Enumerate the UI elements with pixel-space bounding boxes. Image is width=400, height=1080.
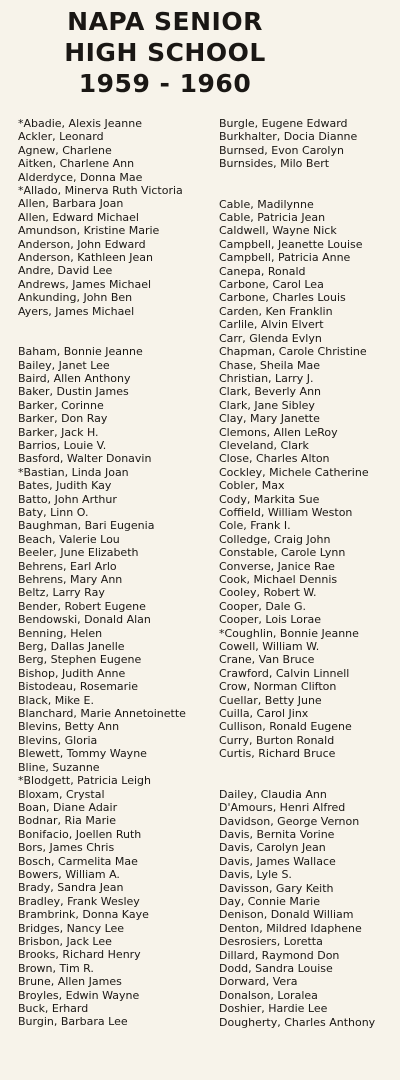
student-name: Donalson, Loralea (219, 988, 318, 1002)
student-name: Cuellar, Betty June (219, 693, 322, 707)
student-name: Cooley, Robert W. (219, 586, 317, 600)
student-name: Carlile, Alvin Elvert (219, 318, 324, 332)
student-name: Bendowski, Donald Alan (18, 613, 151, 627)
student-name: Dodd, Sandra Louise (219, 961, 333, 975)
student-name: Beltz, Larry Ray (18, 586, 105, 600)
student-name: *Coughlin, Bonnie Jeanne (219, 626, 359, 640)
student-name: Burgin, Barbara Lee (18, 1015, 128, 1029)
student-name: Blanchard, Marie Annetoinette (18, 707, 186, 721)
student-name: Carbone, Charles Louis (219, 291, 346, 305)
student-name: Davidson, George Vernon (219, 814, 360, 828)
student-name: Desrosiers, Loretta (219, 935, 323, 949)
student-name: Broyles, Edwin Wayne (18, 988, 140, 1002)
student-name: Cole, Frank I. (219, 519, 291, 533)
student-name: Bloxam, Crystal (18, 787, 105, 801)
student-name: Basford, Walter Donavin (18, 452, 152, 466)
student-name: Dougherty, Charles Anthony (219, 1015, 376, 1029)
student-name: Burnsed, Evon Carolyn (219, 143, 344, 157)
student-name: Agnew, Charlene (18, 143, 112, 157)
student-name: Crane, Van Bruce (219, 653, 315, 667)
student-name: Brisbon, Jack Lee (18, 934, 112, 948)
student-name: Bridges, Nancy Lee (18, 921, 125, 935)
student-name: Denton, Mildred Idaphene (219, 921, 362, 935)
section-gap (219, 761, 397, 788)
student-name: Davisson, Gary Keith (219, 881, 334, 895)
student-name: Denison, Donald William (219, 908, 354, 922)
student-name: Barrios, Louie V. (18, 438, 107, 452)
student-name: Brooks, Richard Henry (18, 948, 141, 962)
student-name: Crawford, Calvin Linnell (219, 666, 350, 680)
student-name: Blevins, Gloria (18, 733, 98, 747)
student-name: Bline, Suzanne (18, 760, 100, 774)
student-name: Cowell, William W. (219, 640, 320, 654)
student-name: Davis, Bernita Vorine (219, 827, 335, 841)
student-name: Bradley, Frank Wesley (18, 894, 140, 908)
student-name: Doshier, Hardie Lee (219, 1002, 328, 1016)
page-title (0, 6, 330, 99)
title-line-school-type: HIGH SCHOOL (64, 38, 266, 67)
student-name: Dorward, Vera (219, 975, 298, 989)
student-name: Cobler, Max (219, 479, 285, 493)
student-name: Coffield, William Weston (219, 505, 353, 519)
left-name-column (18, 117, 214, 1029)
student-name: Amundson, Kristine Marie (18, 224, 160, 238)
student-name: Bodnar, Ria Marie (18, 814, 117, 828)
student-name: Brady, Sandra Jean (18, 881, 124, 895)
student-name: Behrens, Mary Ann (18, 573, 123, 586)
student-name: Cable, Madilynne (219, 197, 314, 211)
student-name: *Blodgett, Patricia Leigh (18, 774, 152, 788)
student-name: Brambrink, Donna Kaye (18, 908, 149, 922)
student-name: Dillard, Raymond Don (219, 948, 340, 962)
student-name: Black, Mike E. (18, 693, 94, 707)
student-name: Buck, Erhard (18, 1002, 89, 1015)
student-name: Burgle, Eugene Edward (219, 117, 348, 130)
student-name: Benning, Helen (18, 626, 103, 640)
student-name: Carbone, Carol Lea (219, 278, 324, 292)
student-name: Clark, Jane Sibley (219, 398, 315, 412)
student-name: Burnsides, Milo Bert (219, 157, 330, 171)
student-name: Campbell, Jeanette Louise (219, 237, 363, 251)
student-name: *Abadie, Alexis Jeanne (18, 117, 142, 130)
student-name: Blevins, Betty Ann (18, 720, 120, 734)
student-name: Dailey, Claudia Ann (219, 787, 327, 801)
section-gap (219, 171, 397, 198)
student-name: Clay, Mary Janette (219, 412, 320, 426)
student-name: Davis, James Wallace (219, 854, 336, 868)
student-name: Ayers, James Michael (18, 304, 135, 318)
student-name: Davis, Carolyn Jean (219, 841, 326, 855)
student-name: Brune, Allen James (18, 975, 122, 989)
student-name: Cody, Markita Sue (219, 492, 320, 506)
student-name: Curtis, Richard Bruce (219, 747, 336, 761)
student-name: Burkhalter, Docia Dianne (219, 130, 358, 144)
student-name: Allen, Edward Michael (18, 210, 139, 224)
student-name: Chapman, Carole Christine (219, 345, 367, 359)
student-name: Constable, Carole Lynn (219, 546, 346, 560)
student-name: Colledge, Craig John (219, 532, 331, 546)
student-name: Davis, Lyle S. (219, 868, 292, 882)
student-name: Carden, Ken Franklin (219, 304, 333, 318)
student-name: Cockley, Michele Catherine (219, 465, 369, 479)
student-name: Cable, Patricia Jean (219, 211, 326, 225)
student-name: Baker, Dustin James (18, 385, 129, 399)
student-name: Aitken, Charlene Ann (18, 157, 135, 171)
student-name: Baty, Linn O. (18, 505, 89, 519)
student-name: Andrews, James Michael (18, 277, 152, 291)
student-name: Cullison, Ronald Eugene (219, 720, 352, 734)
student-name: Baham, Bonnie Jeanne (18, 345, 143, 359)
student-name: Cleveland, Clark (219, 438, 309, 452)
student-name: Curry, Burton Ronald (219, 733, 335, 747)
student-name: Brown, Tim R. (18, 961, 94, 975)
student-name: *Allado, Minerva Ruth Victoria (18, 184, 183, 198)
student-name: Bailey, Janet Lee (18, 358, 110, 372)
student-name: Campbell, Patricia Anne (219, 251, 351, 265)
student-name: Bates, Judith Kay (18, 479, 112, 493)
student-name: Crow, Norman Clifton (219, 680, 337, 694)
student-name: Berg, Stephen Eugene (18, 653, 142, 667)
student-name: D'Amours, Henri Alfred (219, 801, 346, 815)
student-name: Baughman, Bari Eugenia (18, 519, 155, 533)
student-name: Converse, Janice Rae (219, 559, 335, 573)
student-name: Barker, Corinne (18, 398, 104, 412)
student-name: *Bastian, Linda Joan (18, 465, 129, 479)
student-name: Barker, Jack H. (18, 425, 99, 439)
student-name: Ackler, Leonard (18, 130, 104, 144)
right-name-column (219, 117, 397, 1029)
student-name: Cook, Michael Dennis (219, 573, 338, 586)
student-name: Day, Connie Marie (219, 894, 320, 908)
student-name: Bonifacio, Joellen Ruth (18, 827, 142, 841)
student-name: Bosch, Carmelita Mae (18, 854, 138, 868)
student-name: Christian, Larry J. (219, 371, 314, 385)
section-gap (18, 318, 214, 345)
student-name: Anderson, John Edward (18, 237, 146, 251)
student-name: Bishop, Judith Anne (18, 666, 126, 680)
student-name: Clark, Beverly Ann (219, 385, 322, 399)
student-name: Allen, Barbara Joan (18, 197, 124, 211)
student-name: Bowers, William A. (18, 867, 120, 881)
student-name: Close, Charles Alton (219, 452, 330, 466)
student-name: Bender, Robert Eugene (18, 599, 146, 613)
student-name: Andre, David Lee (18, 264, 113, 278)
student-name: Boan, Diane Adair (18, 800, 118, 814)
student-name: Bistodeau, Rosemarie (18, 680, 139, 694)
title-line-year: 1959 - 1960 (78, 69, 252, 98)
student-name: Canepa, Ronald (219, 264, 306, 278)
student-name: Bors, James Chris (18, 841, 115, 855)
student-name: Carr, Glenda Evlyn (219, 331, 322, 345)
student-name: Beeler, June Elizabeth (18, 546, 139, 560)
student-name: Barker, Don Ray (18, 412, 108, 426)
student-name: Caldwell, Wayne Nick (219, 224, 337, 238)
student-name: Anderson, Kathleen Jean (18, 251, 154, 265)
student-name: Cuilla, Carol Jinx (219, 707, 309, 721)
student-name: Behrens, Earl Arlo (18, 559, 117, 573)
student-name: Clemons, Allen LeRoy (219, 425, 338, 439)
student-name: Alderdyce, Donna Mae (18, 170, 143, 184)
student-name: Cooper, Lois Lorae (219, 613, 322, 627)
student-name: Blewett, Tommy Wayne (18, 747, 147, 761)
title-line-school-name: NAPA SENIOR (67, 7, 263, 36)
student-name: Ankunding, John Ben (18, 291, 133, 305)
student-name: Beach, Valerie Lou (18, 532, 120, 546)
student-name: Berg, Dallas Janelle (18, 640, 125, 654)
student-name: Cooper, Dale G. (219, 599, 306, 613)
student-name: Chase, Sheila Mae (219, 358, 320, 372)
student-name: Batto, John Arthur (18, 492, 117, 506)
student-name: Baird, Allen Anthony (18, 371, 131, 385)
